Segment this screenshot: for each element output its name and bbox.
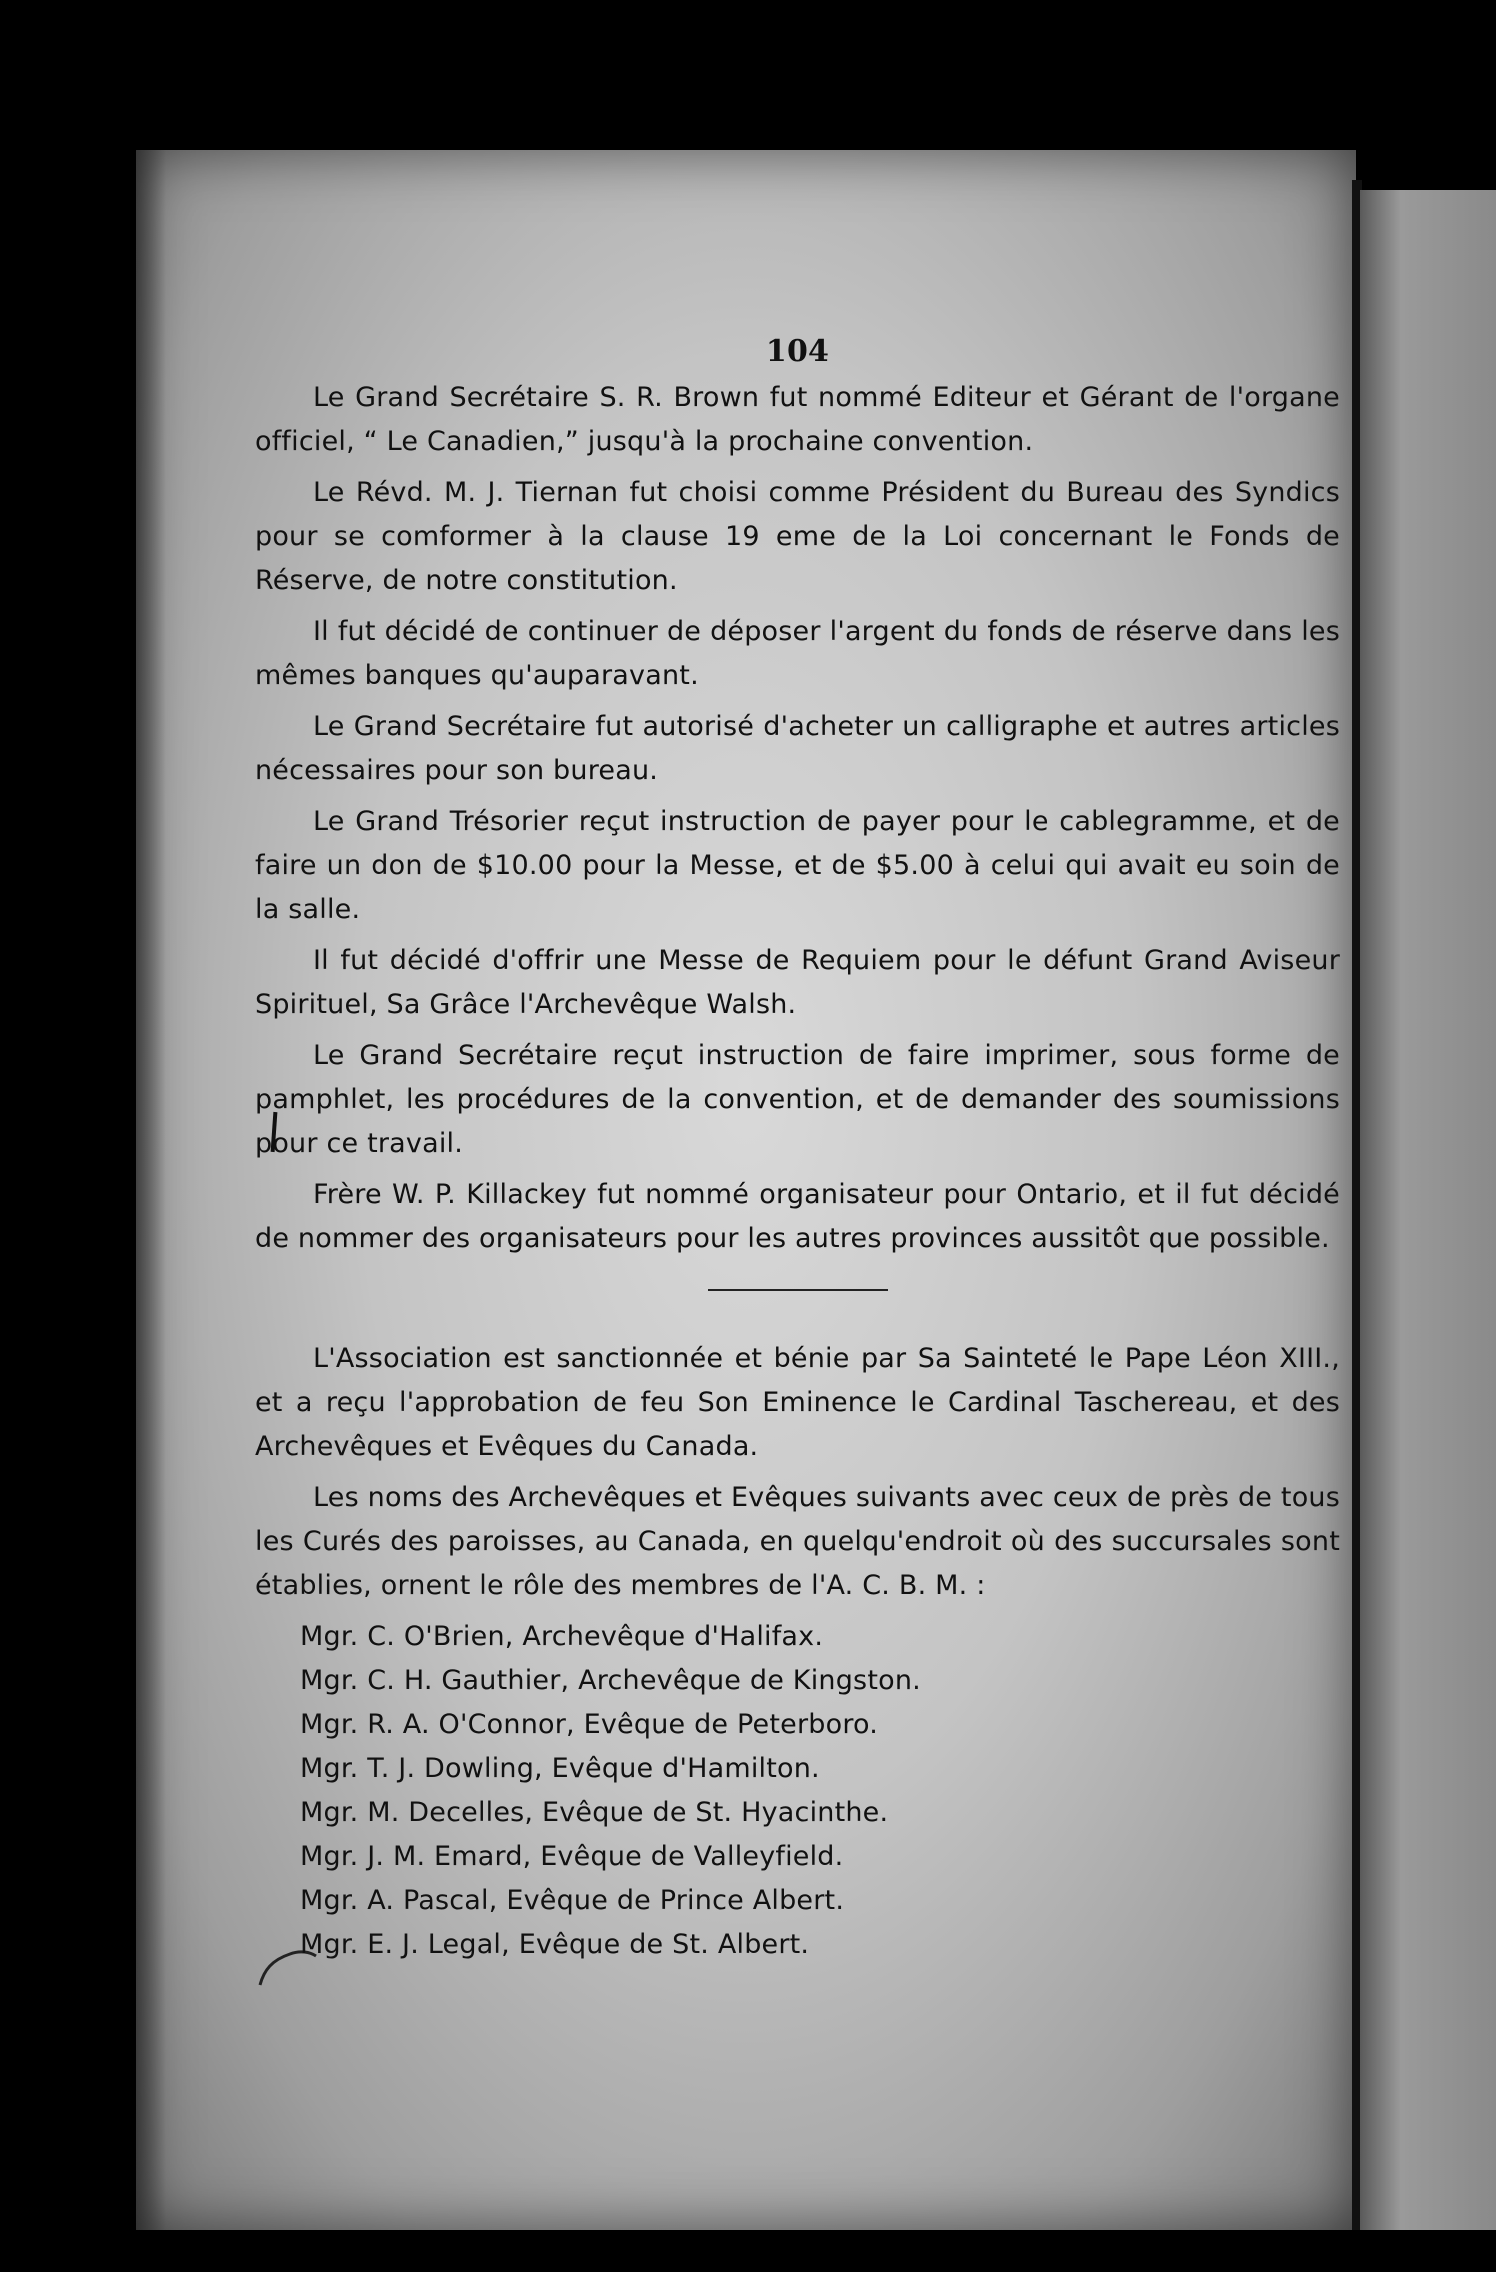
list-item: Mgr. A. Pascal, Evêque de Prince Albert. — [300, 1885, 845, 1916]
list-item: Mgr. C. O'Brien, Archevêque d'Halifax. — [300, 1621, 824, 1652]
bishops-list — [255, 1615, 1340, 1967]
list-item: Mgr. M. Decelles, Evêque de St. Hyacinthe. — [300, 1797, 889, 1828]
page-number: 104 — [765, 334, 830, 369]
paragraph-trustees-president: Le Révd. M. J. Tiernan fut choisi comme Président du Bureau des Syndics pour se comformer à la clause 19 eme de la Loi concernant le Fonds de Réserve, de notre constitution. — [255, 477, 1340, 596]
paragraph-reserve-fund-deposit: Il fut décidé de continuer de déposer l'argent du fonds de réserve dans les mêmes banques qu'auparavant. — [255, 616, 1340, 691]
paragraph-organizers: Frère W. P. Killackey fut nommé organisateur pour Ontario, et il fut décidé de nommer des organisateurs pour les autres provinces aussitôt que possible. — [255, 1179, 1340, 1254]
paragraph-bishops-intro: Les noms des Archevêques et Evêques suivants avec ceux de près de tous les Curés des paroisses, au Canada, en quelqu'endroit où des succursales sont établies, ornent le rôle des membres de l'A. C. B. M. : — [255, 1482, 1340, 1601]
list-item: Mgr. C. H. Gauthier, Archevêque de Kingston. — [300, 1665, 921, 1696]
section-divider-rule — [708, 1289, 888, 1291]
paragraph-printing-proceedings: Le Grand Secrétaire reçut instruction de faire imprimer, sous forme de pamphlet, les procédures de la convention, et de demander des soumissions pour ce travail. — [255, 1040, 1340, 1159]
paragraph-treasurer-payments: Le Grand Trésorier reçut instruction de payer pour le cablegramme, et de faire un don de $10.00 pour la Messe, et de $5.00 à celui qui avait eu soin de la salle. — [255, 806, 1340, 925]
paragraph-requiem-mass: Il fut décidé d'offrir une Messe de Requiem pour le défunt Grand Aviseur Spirituel, Sa Grâce l'Archevêque Walsh. — [255, 945, 1340, 1020]
list-item: Mgr. E. J. Legal, Evêque de St. Albert. — [300, 1929, 810, 1960]
page-left-edge-shadow — [136, 150, 166, 2230]
list-item: Mgr. T. J. Dowling, Evêque d'Hamilton. — [300, 1753, 820, 1784]
paragraph-association-sanction: L'Association est sanctionnée et bénie par Sa Sainteté le Pape Léon XIII., et a reçu l'approbation de feu Son Eminence le Cardinal Taschereau, et des Archevêques et Evêques du Canada. — [255, 1343, 1340, 1462]
list-item: Mgr. J. M. Emard, Evêque de Valleyfield. — [300, 1841, 844, 1872]
paragraph-calligraph-purchase: Le Grand Secrétaire fut autorisé d'acheter un calligraphe et autres articles nécessaires pour son bureau. — [255, 711, 1340, 786]
paragraph-editor-appointment: Le Grand Secrétaire S. R. Brown fut nommé Editeur et Gérant de l'organe officiel, “ Le Canadien,” jusqu'à la prochaine convention. — [255, 382, 1340, 457]
list-item: Mgr. R. A. O'Connor, Evêque de Peterboro. — [300, 1709, 879, 1740]
adjacent-page-edge — [1360, 190, 1496, 2230]
page-text-block — [255, 330, 1340, 1967]
